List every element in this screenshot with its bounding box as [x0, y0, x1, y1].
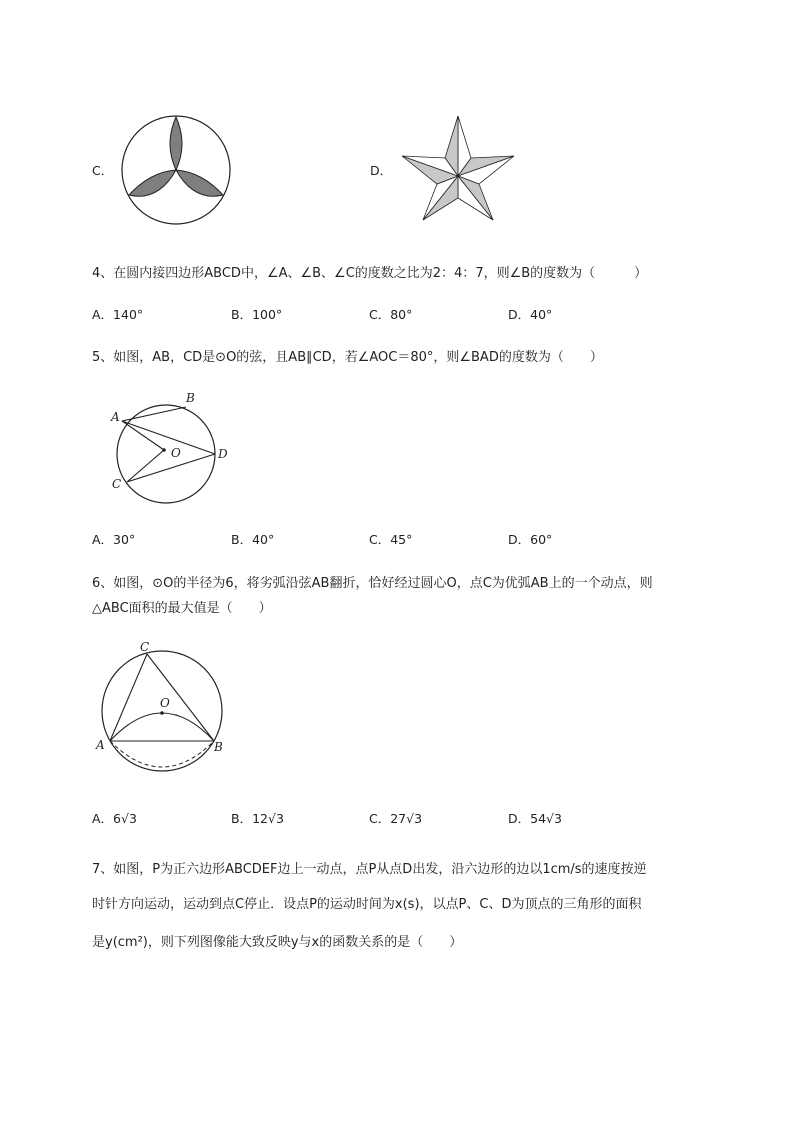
q6-label-c: C: [140, 640, 150, 654]
q4-option-a[interactable]: A．140°: [92, 307, 144, 322]
question-7-line1: 7、如图，P为正六边形ABCDEF边上一动点，点P从点D出发，沿六边形的边以1cm/s的速度按逆: [92, 862, 647, 877]
q6-label-a: A: [96, 738, 105, 752]
question-7-line2: 时针方向运动，运动到点C停止．设点P的运动时间为x(s)，以点P、C、D为顶点的三角形的面积: [92, 897, 642, 912]
q5-label-c: C: [112, 477, 122, 491]
q4-option-c[interactable]: C．80°: [369, 307, 413, 322]
q4-option-d[interactable]: D．40°: [508, 307, 553, 322]
q6-circle-figure: [94, 637, 234, 777]
q4-option-b[interactable]: B．100°: [231, 307, 283, 322]
q6-label-b: B: [214, 740, 223, 754]
q5-label-d: D: [218, 447, 228, 461]
question-7-line3: 是y(cm²)，则下列图像能大致反映y与x的函数关系的是（ ）: [92, 935, 463, 950]
q6-option-d[interactable]: D．54√3: [508, 811, 562, 826]
option-c-label: C．: [92, 163, 114, 178]
q6-option-b[interactable]: B．12√3: [231, 811, 284, 826]
q6-option-a[interactable]: A．6√3: [92, 811, 137, 826]
q5-label-o: O: [171, 446, 181, 460]
q6-label-o: O: [160, 696, 170, 710]
q5-option-c[interactable]: C．45°: [369, 532, 413, 547]
q5-option-d[interactable]: D．60°: [508, 532, 553, 547]
q5-option-a[interactable]: A．30°: [92, 532, 136, 547]
question-6-line1: 6、如图，⊙O的半径为6，将劣弧沿弦AB翻折，恰好经过圆心O，点C为优弧AB上的一个动点，则: [92, 576, 653, 591]
question-4-text: 4、在圆内接四边形ABCD中，∠A、∠B、∠C的度数之比为2：4：7，则∠B的度数为（ ）: [92, 266, 648, 281]
trefoil-circle-figure: [120, 114, 232, 226]
q5-option-b[interactable]: B．40°: [231, 532, 275, 547]
question-5-text: 5、如图，AB，CD是⊙O的弦，且AB∥CD，若∠AOC＝80°，则∠BAD的度数为（ ）: [92, 350, 603, 365]
q5-label-b: B: [186, 391, 195, 405]
q5-label-a: A: [111, 410, 120, 424]
q6-option-c[interactable]: C．27√3: [369, 811, 423, 826]
option-d-label: D．: [370, 163, 393, 178]
star-figure: [400, 114, 516, 224]
q5-circle-figure: [108, 390, 238, 494]
question-6-line2: △ABC面积的最大值是（ ）: [92, 601, 272, 616]
